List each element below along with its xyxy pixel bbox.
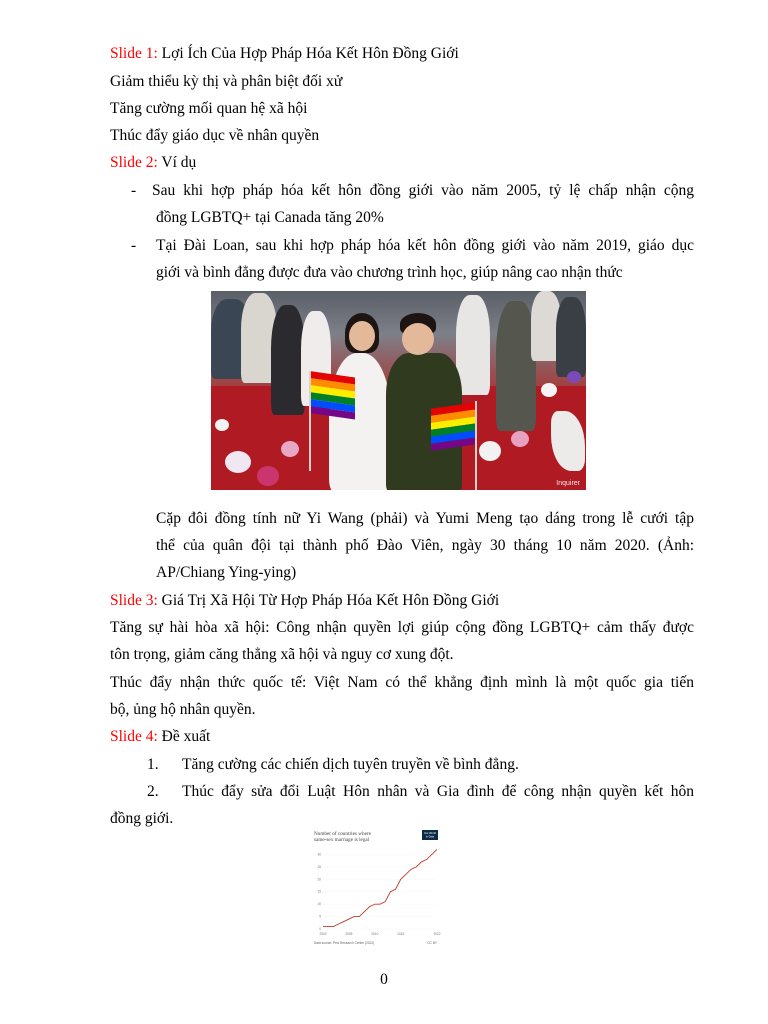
chart-x-tick-label: 2005 — [345, 932, 353, 936]
balloon — [479, 441, 501, 461]
chart-x-tick-label: 2000 — [319, 932, 327, 936]
slide2-heading — [110, 153, 694, 173]
list-number: 1. — [147, 756, 159, 773]
slide1-title: Lợi Ích Của Hợp Pháp Hóa Kết Hôn Đồng Giới — [161, 45, 459, 62]
slide1-point: Giảm thiểu kỳ thị và phân biệt đối xử — [110, 73, 343, 90]
crowd-figure — [456, 295, 490, 395]
slide2-bullet-line: Tại Đài Loan, sau khi hợp pháp hóa kết hôn đồng giới vào năm 2019, giáo dục — [156, 237, 694, 254]
same-sex-marriage-chart — [311, 827, 442, 947]
owid-badge-line: in Data — [425, 835, 435, 839]
chart-x-tick-label: 2010 — [371, 932, 379, 936]
chart-y-tick-label: 15 — [317, 889, 321, 894]
slide2-title: Ví dụ — [161, 154, 197, 171]
soldier-face — [402, 323, 434, 355]
slide3-paragraph-line: Tăng sự hài hòa xã hội: Công nhận quyền lợi giúp cộng đồng LGBTQ+ cảm thấy được — [110, 619, 694, 636]
rainbow-flag-right — [429, 401, 479, 490]
chart-y-tick-label: 5 — [319, 914, 321, 919]
chart-y-tick-label: 25 — [317, 864, 321, 869]
slide3-paragraph-line: bộ, ủng hộ nhân quyền. — [110, 701, 256, 718]
slide1-point: Tăng cường mối quan hệ xã hội — [110, 100, 308, 117]
owid-badge-line: Our World — [424, 832, 436, 835]
bride-face — [349, 321, 375, 351]
bullet-dash: - — [131, 237, 137, 254]
slide4-heading — [110, 727, 694, 747]
slide3-paragraph-line: tôn trọng, giảm căng thẳng xã hội và nguy cơ xung đột. — [110, 646, 454, 663]
page-number: 0 — [380, 971, 388, 988]
chart-source: Data source: Pew Research Center (2022) — [314, 941, 375, 945]
chart-y-tick-label: 20 — [317, 877, 321, 882]
balloon — [511, 431, 529, 447]
slide3-title: Giá Trị Xã Hội Từ Hợp Pháp Hóa Kết Hôn Đồng Giới — [161, 592, 500, 609]
chart-title-line: Number of countries where — [314, 831, 371, 837]
photo-caption-line: AP/Chiang Ying-ying) — [156, 564, 297, 581]
rainbow-flag-left — [309, 371, 359, 471]
chart-y-tick-label: 30 — [317, 852, 321, 857]
balloon — [225, 451, 251, 473]
balloon — [257, 466, 279, 486]
balloon — [281, 441, 299, 457]
chart-license: CC BY — [427, 941, 437, 945]
list-number: 2. — [147, 783, 159, 800]
bullet-dash: - — [131, 182, 137, 199]
photo-caption-line: Cặp đôi đồng tính nữ Yi Wang (phải) và Yumi Meng tạo dáng trong lễ cưới tập — [156, 510, 694, 527]
balloon — [541, 383, 557, 397]
slide2-bullet-line: Sau khi hợp pháp hóa kết hôn đồng giới vào năm 2005, tỷ lệ chấp nhận cộng — [152, 182, 694, 199]
slide1-label: Slide 1: — [110, 45, 158, 62]
wedding-dress-train — [551, 411, 585, 471]
chart-y-tick-label: 10 — [317, 902, 321, 907]
slide4-title: Đề xuất — [161, 728, 211, 745]
slide1-heading — [110, 44, 694, 64]
photo-watermark: Inquirer — [556, 480, 580, 487]
chart-background — [311, 827, 442, 947]
slide1-point: Thúc đẩy giáo dục về nhân quyền — [110, 127, 320, 144]
chart-x-tick-label: 2015 — [397, 932, 405, 936]
slide4-label: Slide 4: — [110, 728, 158, 745]
slide3-label: Slide 3: — [110, 592, 158, 609]
slide2-bullet-line: đồng LGBTQ+ tại Canada tăng 20% — [156, 209, 384, 226]
chart-y-tick-label: 0 — [319, 927, 321, 931]
slide2-label: Slide 2: — [110, 154, 158, 171]
balloon — [215, 419, 229, 431]
chart-x-tick-label: 2022 — [433, 932, 441, 936]
slide4-item-line: Thúc đẩy sửa đổi Luật Hôn nhân và Gia đình để công nhận quyền kết hôn — [182, 783, 694, 800]
slide3-paragraph-line: Thúc đẩy nhận thức quốc tế: Việt Nam có thể khẳng định mình là một quốc gia tiến — [110, 674, 694, 691]
chart-title-line: same-sex marriage is legal — [314, 837, 370, 843]
slide2-bullet-line: giới và bình đẳng được đưa vào chương trình học, giúp nâng cao nhận thức — [156, 264, 623, 281]
slide4-item-line: Tăng cường các chiến dịch tuyên truyền về bình đẳng. — [182, 756, 519, 773]
crowd-figure — [271, 305, 305, 415]
photo-caption-line: thể của quân đội tại thành phố Đào Viên, ngày 30 tháng 10 năm 2020. (Ảnh: — [156, 537, 694, 554]
slide3-heading — [110, 591, 694, 611]
balloon — [567, 371, 581, 383]
crowd-figure — [556, 297, 586, 377]
crowd-figure — [496, 301, 536, 431]
wedding-photo — [211, 291, 586, 490]
slide4-item-line: đồng giới. — [110, 810, 174, 827]
